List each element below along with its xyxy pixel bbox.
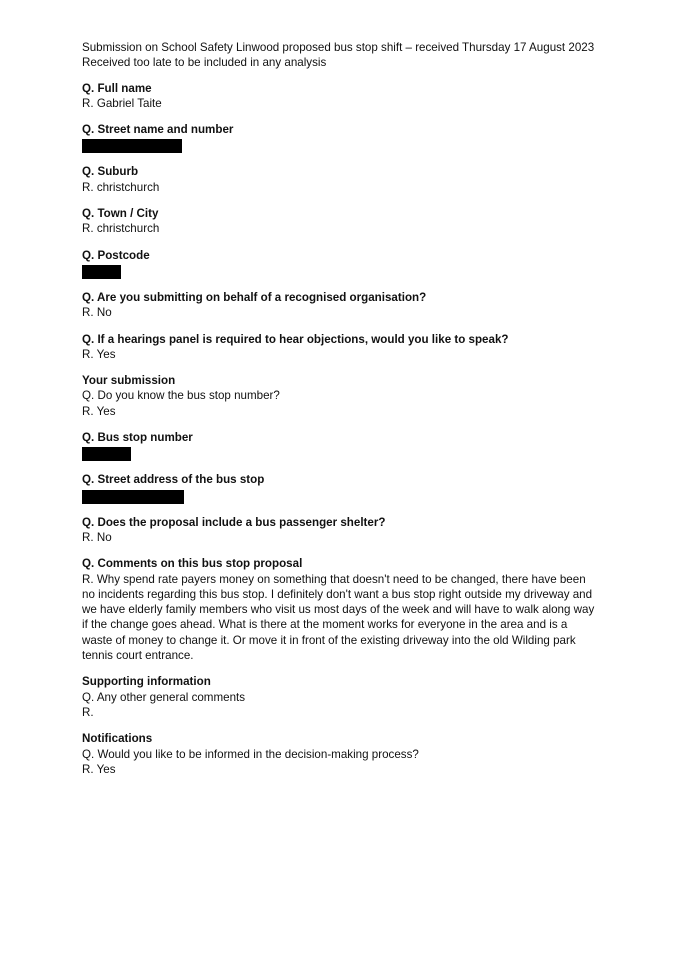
- question-label: Q. Bus stop number: [82, 431, 193, 445]
- your-submission-section: [82, 373, 602, 419]
- answer-text: R. No: [82, 530, 112, 544]
- qa-suburb: [82, 164, 602, 195]
- qa-bus-stop-address: [82, 472, 602, 503]
- question-label: Q. If a hearings panel is required to hear objections, would you like to speak?: [82, 332, 509, 346]
- answer-text: R. Yes: [82, 347, 116, 361]
- section-heading: Notifications: [82, 732, 153, 746]
- qa-town-city: [82, 206, 602, 237]
- question-label: Q. Comments on this bus stop proposal: [82, 557, 303, 571]
- qa-passenger-shelter: [82, 515, 602, 546]
- submission-document: [82, 40, 602, 777]
- supporting-information-section: [82, 674, 602, 720]
- answer-text: R.: [82, 705, 94, 719]
- comment-paragraph: R. Why spend rate payers money on something that doesn't need to be changed, there have been no incidents regarding this bus stop. I definitely don't want a bus stop right outside my driveway and we have elderly family members who visit us most days of the week and will have to walk along way if the change goes ahead. What is there at the moment works for everyone in the area and is a waste of money to change it. Or move it in front of the existing driveway into the old Wilding park tennis court entrance.: [82, 572, 595, 663]
- question-label: Q. Town / City: [82, 207, 159, 221]
- redaction-block: [82, 139, 182, 153]
- qa-postcode: [82, 248, 602, 279]
- answer-text: R. Gabriel Taite: [82, 96, 162, 110]
- qa-comments: [82, 556, 602, 663]
- question-label: Q. Postcode: [82, 248, 150, 262]
- question-label: Q. Street name and number: [82, 123, 234, 137]
- redaction-block: [82, 490, 184, 504]
- document-header: [82, 40, 602, 71]
- answer-text: R. christchurch: [82, 222, 160, 236]
- answer-text: R. No: [82, 306, 112, 320]
- late-submission-note: Received too late to be included in any analysis: [82, 56, 327, 70]
- section-heading: Your submission: [82, 374, 176, 388]
- redaction-block: [82, 447, 131, 461]
- qa-street-name: [82, 122, 602, 153]
- qa-organisation: [82, 290, 602, 321]
- question-label: Q. Any other general comments: [82, 690, 246, 704]
- answer-text: R. Yes: [82, 404, 116, 418]
- question-label: Q. Would you like to be informed in the decision-making process?: [82, 747, 419, 761]
- qa-hearings-panel: [82, 332, 602, 363]
- question-label: Q. Does the proposal include a bus passenger shelter?: [82, 515, 386, 529]
- question-label: Q. Full name: [82, 81, 152, 95]
- qa-full-name: [82, 81, 602, 112]
- answer-text: R. Yes: [82, 762, 116, 776]
- question-label: Q. Street address of the bus stop: [82, 473, 265, 487]
- question-label: Q. Do you know the bus stop number?: [82, 389, 280, 403]
- qa-bus-stop-number: [82, 430, 602, 461]
- notifications-section: [82, 731, 602, 777]
- redaction-block: [82, 265, 121, 279]
- question-label: Q. Suburb: [82, 165, 139, 179]
- section-heading: Supporting information: [82, 675, 211, 689]
- question-label: Q. Are you submitting on behalf of a recognised organisation?: [82, 290, 427, 304]
- answer-text: R. christchurch: [82, 180, 160, 194]
- document-title: Submission on School Safety Linwood proposed bus stop shift – received Thursday 17 August 2023: [82, 41, 595, 54]
